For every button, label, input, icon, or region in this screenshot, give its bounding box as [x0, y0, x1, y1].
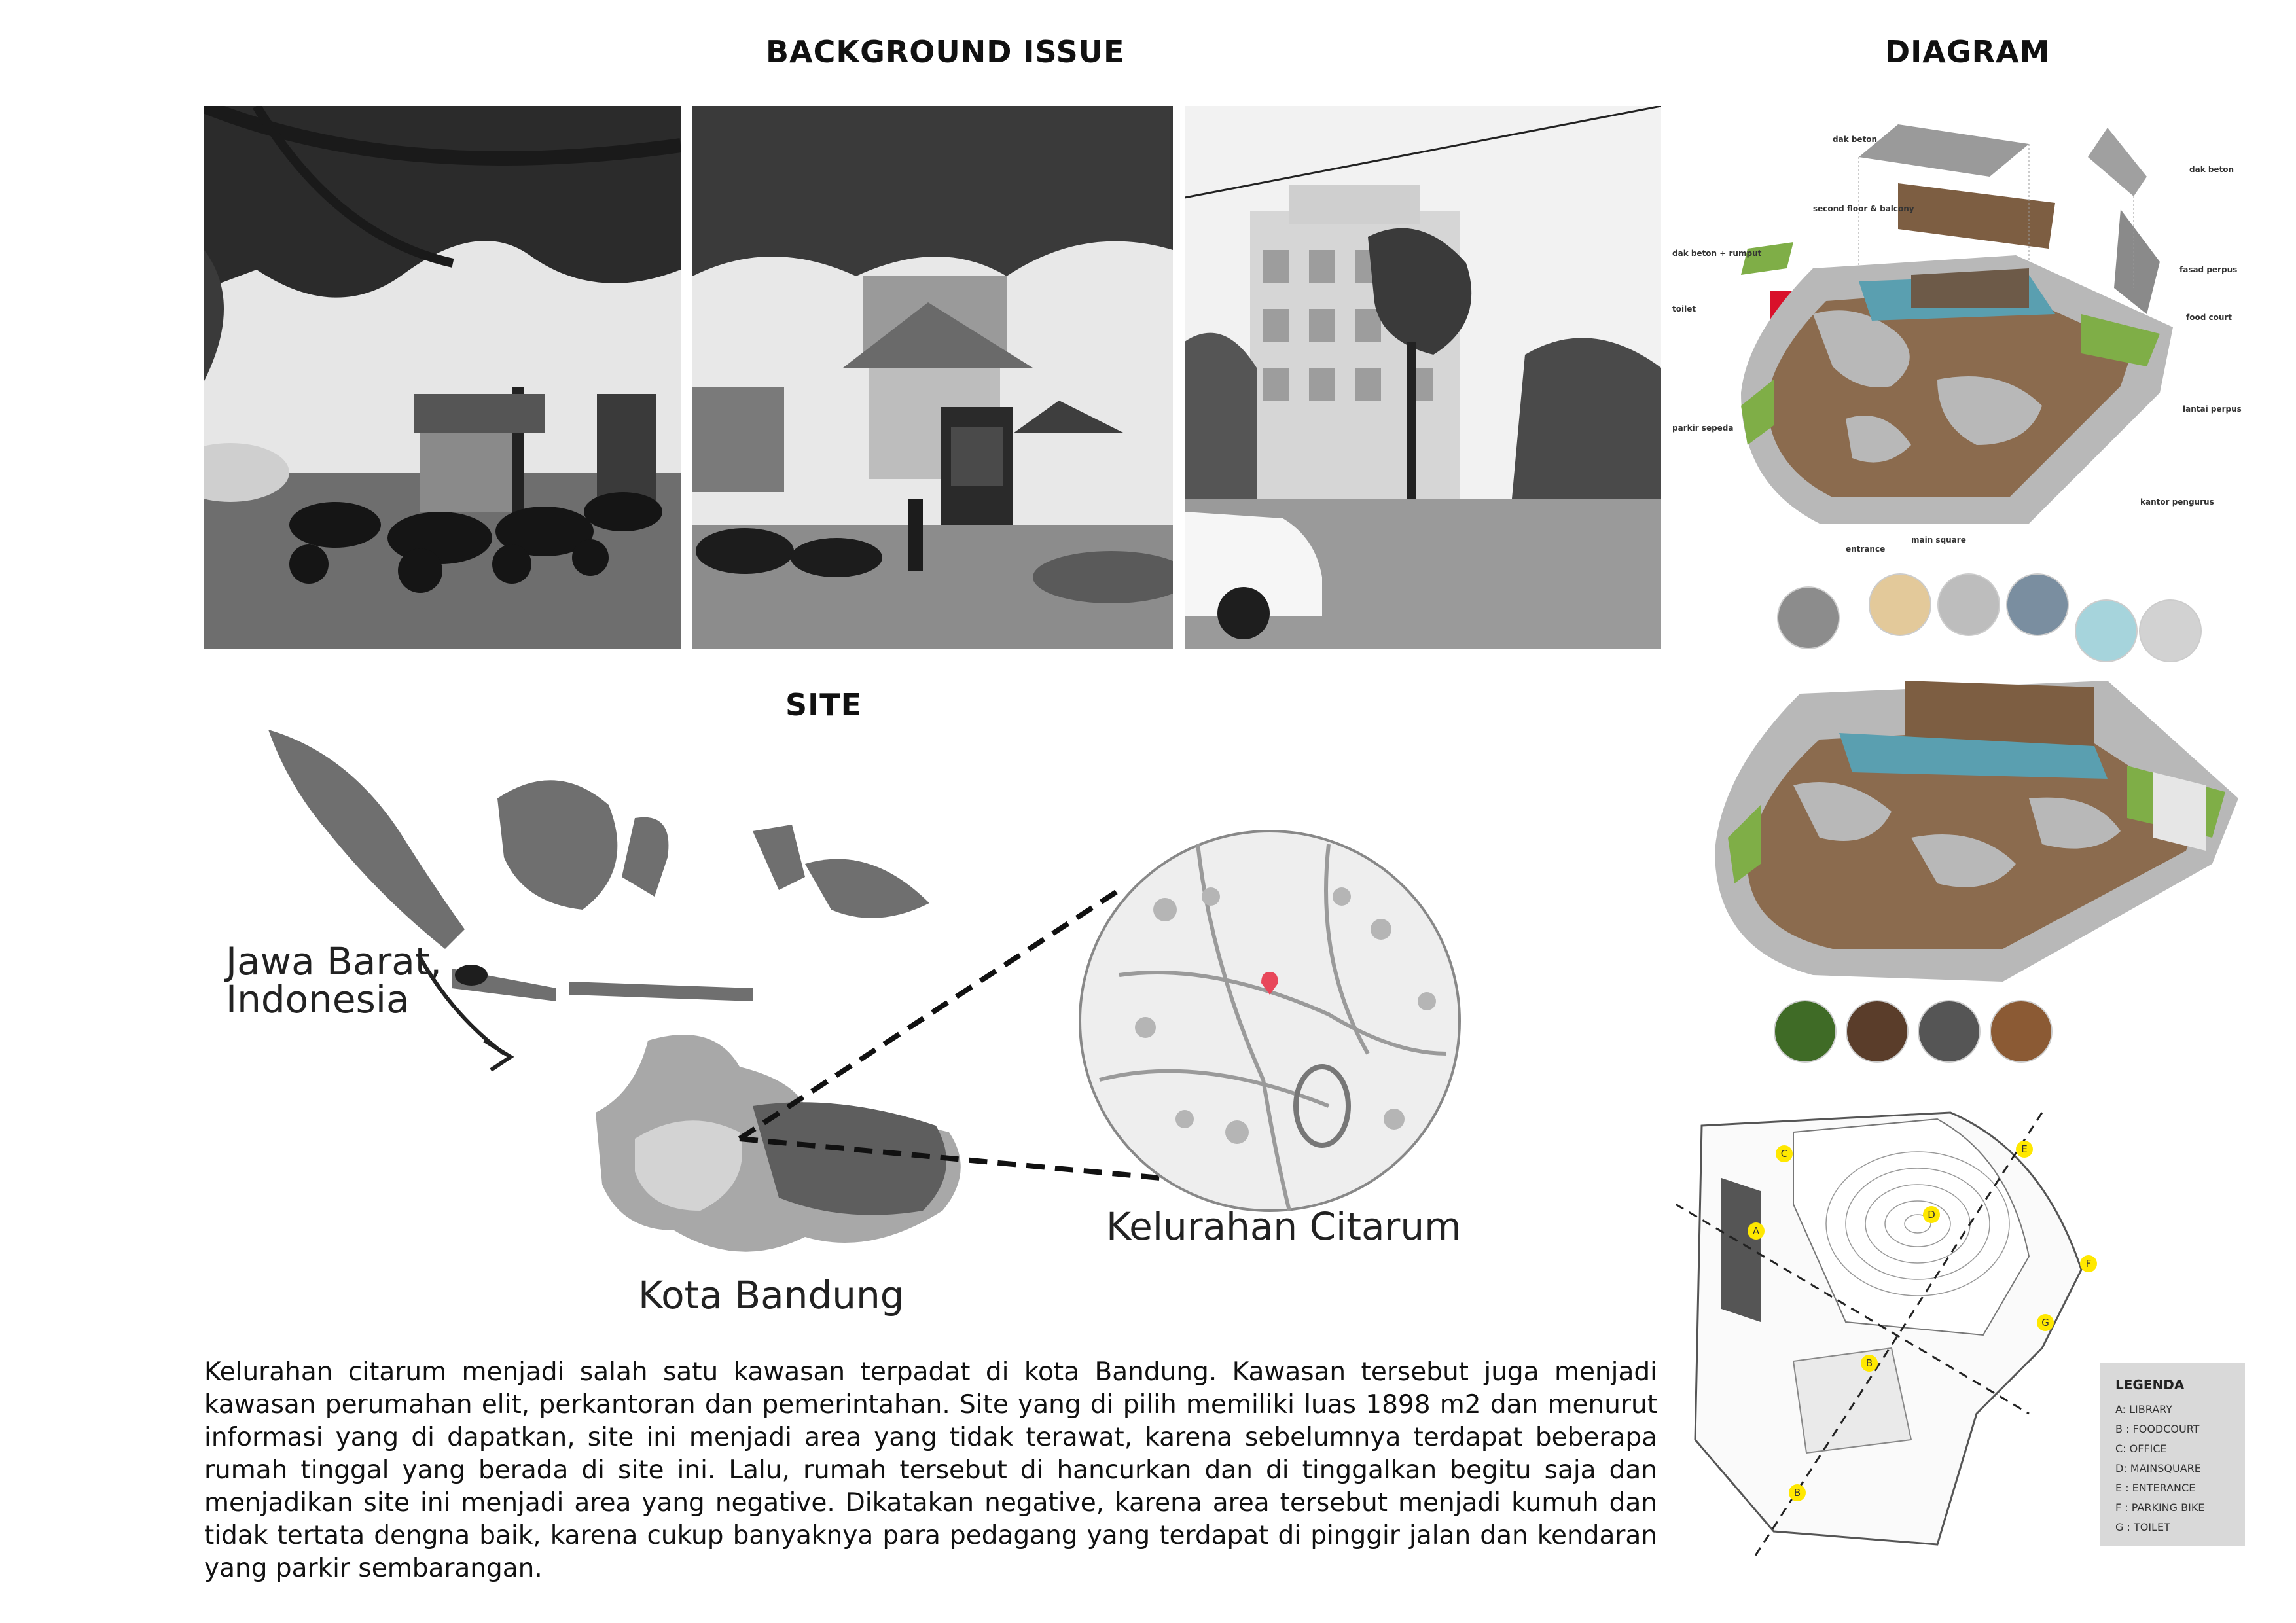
label-fasad-perpus: fasad perpus — [2179, 265, 2238, 274]
legend-item: E : ENTERANCE — [2115, 1482, 2196, 1494]
legend-item: G : TOILET — [2115, 1521, 2170, 1533]
plan-marker-foodcourt: B — [1861, 1355, 1878, 1372]
plan-marker-entrance: E — [2016, 1141, 2033, 1158]
material-swatch-glass — [2006, 573, 2069, 636]
material-swatch-wood-dark — [1846, 1000, 1909, 1063]
label-kantor-pengurus: kantor pengurus — [2140, 497, 2214, 507]
legend-item: A: LIBRARY — [2115, 1403, 2173, 1416]
legend-item: F : PARKING BIKE — [2115, 1501, 2205, 1514]
label-toilet: toilet — [1672, 304, 1696, 313]
label-food-court: food court — [2186, 313, 2233, 322]
label-dak-beton-rumput: dak beton + rumput — [1672, 249, 1762, 258]
legend-item: C: OFFICE — [2115, 1442, 2167, 1455]
plan-marker-toilet: G — [2037, 1314, 2054, 1331]
site-description: Kelurahan citarum menjadi salah satu kawasan terpadat di kota Bandung. Kawasan tersebut juga menjadi kawasan perumahan elit, perkantoran dan pemerintahan. Site yang di pilih memiliki luas 1898 m2 dan menurut informasi yang di dapatkan, site ini menjadi area yang tidak terawat, karena sebelumnya terdapat beberapa rumah tinggal yang berada di site ini. Lalu, rumah tersebut di hancurkan dan di tinggalkan begitu saja dan menjadikan site ini menjadi area yang negative. Dikatakan negative, karena area tersebut menjadi kumuh dan tidak tertata dengna baik, karena cukup banyaknya para pedagang yang terdapat di pinggir jalan dan kendaran yang parkir sembarangan. — [204, 1357, 1657, 1583]
legend-item: B : FOODCOURT — [2115, 1423, 2200, 1435]
plan-marker-library: A — [1748, 1222, 1765, 1240]
photo-hotel-building — [1185, 106, 1661, 649]
plan-marker-mainsquare: D — [1923, 1206, 1940, 1223]
material-swatch-wood-slats — [1990, 1000, 2053, 1063]
material-swatch-gravel — [1918, 1000, 1981, 1063]
kelurahan-citarum-map — [1080, 831, 1460, 1211]
city-label: Kota Bandung — [638, 1273, 905, 1317]
label-second-floor: second floor & balcony — [1813, 204, 1914, 213]
material-swatch-grass — [1774, 1000, 1837, 1063]
legend-title: LEGENDA — [2115, 1377, 2185, 1393]
district-label: Kelurahan Citarum — [1106, 1204, 1462, 1249]
label-dak-beton-right: dak beton — [2189, 165, 2234, 174]
photo-street-kiosk — [692, 106, 1173, 649]
region-label: Jawa Barat, Indonesia — [226, 939, 442, 1022]
material-swatch-mesh — [1937, 573, 2000, 636]
label-lantai-perpus: lantai perpus — [2183, 404, 2242, 414]
photo-park-motorbikes — [204, 106, 681, 649]
plan-marker-foodcourt-lower: B — [1789, 1484, 1806, 1501]
material-swatch-water — [2075, 599, 2138, 662]
axonometric-view — [1702, 668, 2251, 995]
background-issue-heading: BACKGROUND ISSUE — [766, 34, 1125, 69]
label-entrance: entrance — [1846, 544, 1886, 554]
label-dak-beton-left: dak beton — [1833, 135, 1878, 144]
site-heading: SITE — [785, 687, 863, 722]
legend-box — [2100, 1363, 2245, 1546]
material-swatch-concrete-light — [2139, 599, 2202, 662]
plan-marker-office: C — [1776, 1145, 1793, 1162]
material-swatch-concrete-dark — [1777, 586, 1840, 649]
legend-item: D: MAINSQUARE — [2115, 1462, 2201, 1474]
plan-marker-parking-bike: F — [2080, 1255, 2097, 1272]
label-parkir-sepeda: parkir sepeda — [1672, 423, 1734, 433]
material-swatch-wood-light — [1869, 573, 1931, 636]
exploded-axonometric-diagram — [1662, 118, 2251, 563]
diagram-heading: DIAGRAM — [1885, 34, 2051, 69]
label-main-square: main square — [1911, 535, 1966, 544]
